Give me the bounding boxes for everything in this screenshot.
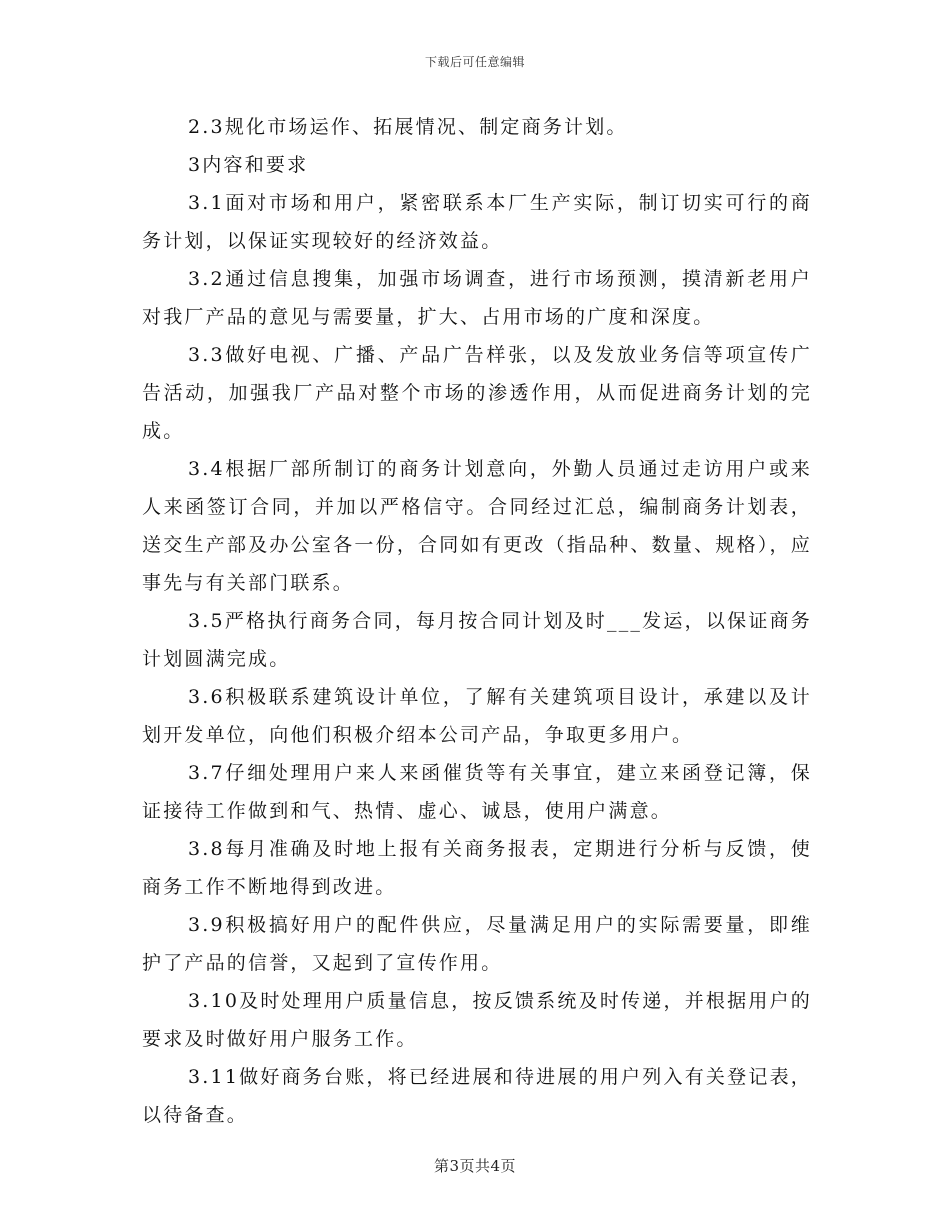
document-body [142,108,812,1134]
section-heading-3: 3内容和要求 [188,154,309,176]
paragraph-2-3: 2.3规化市场运作、拓展情况、制定商务计划。 [188,116,628,138]
paragraph-3-8: 3.8每月准确及时地上报有关商务报表，定期进行分析与反馈，使商务工作不断地得到改进。 [142,838,812,898]
paragraph-3-6: 3.6积极联系建筑设计单位，了解有关建筑项目设计，承建以及计划开发单位，向他们积极介绍本公司产品，争取更多用户。 [142,686,812,746]
paragraph-3-5: 3.5严格执行商务合同，每月按合同计划及时___发运，以保证商务计划圆满完成。 [142,610,812,670]
paragraph-3-2: 3.2通过信息搜集，加强市场调查，进行市场预测，摸清新老用户对我厂产品的意见与需要量，扩大、占用市场的广度和深度。 [142,268,812,328]
page-footer: 第3页共4页 [433,1157,517,1175]
paragraph-3-3: 3.3做好电视、广播、产品广告样张，以及发放业务信等项宣传广告活动，加强我厂产品对整个市场的渗透作用，从而促进商务计划的完成。 [142,344,812,442]
paragraph-3-10: 3.10及时处理用户质量信息，按反馈系统及时传递，并根据用户的要求及时做好用户服务工作。 [142,990,812,1050]
page-header: 下载后可任意编辑 [424,55,525,69]
paragraph-3-11: 3.11做好商务台账，将已经进展和待进展的用户列入有关登记表，以待备查。 [142,1066,812,1126]
paragraph-3-7: 3.7仔细处理用户来人来函催货等有关事宜，建立来函登记簿，保证接待工作做到和气、热情、虚心、诚恳，使用户满意。 [142,762,812,822]
paragraph-3-1: 3.1面对市场和用户，紧密联系本厂生产实际，制订切实可行的商务计划，以保证实现较好的经济效益。 [142,192,812,252]
paragraph-3-4: 3.4根据厂部所制订的商务计划意向，外勤人员通过走访用户或来人来函签订合同，并加以严格信守。合同经过汇总，编制商务计划表，送交生产部及办公室各一份，合同如有更改（指品种、数量、规格），应事先与有关部门联系。 [142,458,812,594]
paragraph-3-9: 3.9积极搞好用户的配件供应，尽量满足用户的实际需要量，即维护了产品的信誉，又起到了宣传作用。 [142,914,812,974]
